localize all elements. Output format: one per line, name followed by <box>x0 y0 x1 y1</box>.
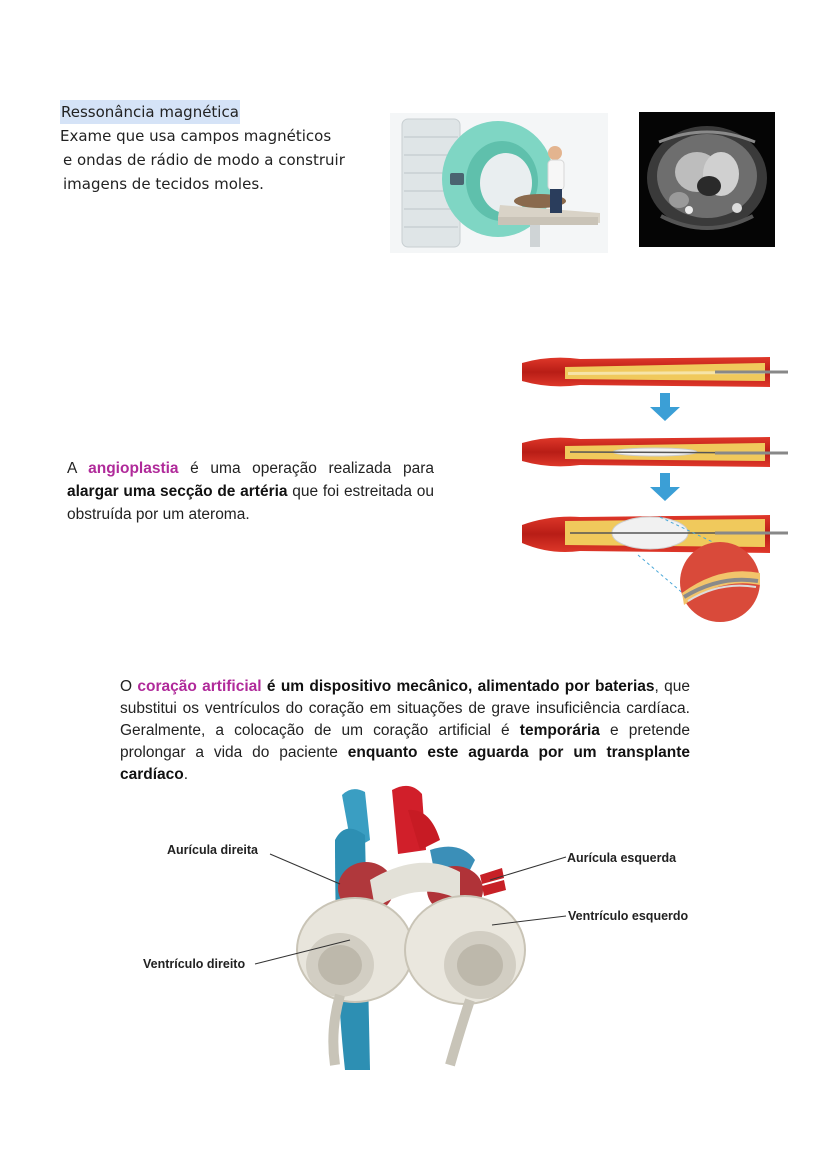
heart-text-4: e pretende prolongar a vida do paciente <box>120 722 690 761</box>
artificial-heart-paragraph <box>120 676 690 786</box>
artery-balloon-inserted <box>522 437 788 467</box>
angioplasty-term: angioplastia <box>88 460 179 477</box>
artery-blocked <box>522 357 788 387</box>
artificial-heart-diagram <box>130 780 710 1070</box>
stent-zoom-detail <box>680 542 760 622</box>
mri-text-line-1: Exame que usa campos magnéticos <box>60 127 332 145</box>
label-left-atrium: Aurícula esquerda <box>567 851 677 865</box>
angioplasty-diagram <box>520 345 790 625</box>
label-left-ventricle: Ventrículo esquerdo <box>568 909 689 923</box>
heart-bold-3: enquanto este aguarda por um transplante cardíaco <box>120 744 691 783</box>
arrow-down-icon <box>650 393 680 421</box>
angioplasty-text-3: que foi estreitada ou obstruída por um ateroma. <box>67 483 434 523</box>
label-right-atrium: Aurícula direita <box>167 843 258 857</box>
angioplasty-bold: alargar uma secção de artéria <box>67 483 288 500</box>
heart-bold-1: é um dispositivo mecânico, alimentado por baterias <box>266 678 655 695</box>
angioplasty-text-2: é uma operação realizada para <box>178 460 434 477</box>
mri-text-line-2: e ondas de rádio de modo a construir <box>63 151 345 169</box>
arrow-down-icon <box>650 473 680 501</box>
heart-term: coração artificial <box>137 678 262 695</box>
mri-text-line-3: imagens de tecidos moles. <box>63 175 264 193</box>
heart-bold-2: temporária <box>519 722 600 739</box>
mri-title: Ressonância magnética <box>60 100 240 124</box>
heart-text-1: O <box>120 678 138 695</box>
angioplasty-text-1: A <box>67 460 89 477</box>
mri-description <box>60 100 360 196</box>
angioplasty-paragraph <box>67 457 434 526</box>
heart-text-3: , que substitui os ventrículos do coração em situações de grave insuficiência cardíaca. Geralmente, a colocação de um coração artificial é <box>120 678 690 739</box>
mri-machine-image <box>390 113 608 253</box>
label-right-ventricle: Ventrículo direito <box>143 957 246 971</box>
mri-scan-image <box>639 112 775 247</box>
heart-text-5: . <box>183 766 189 783</box>
